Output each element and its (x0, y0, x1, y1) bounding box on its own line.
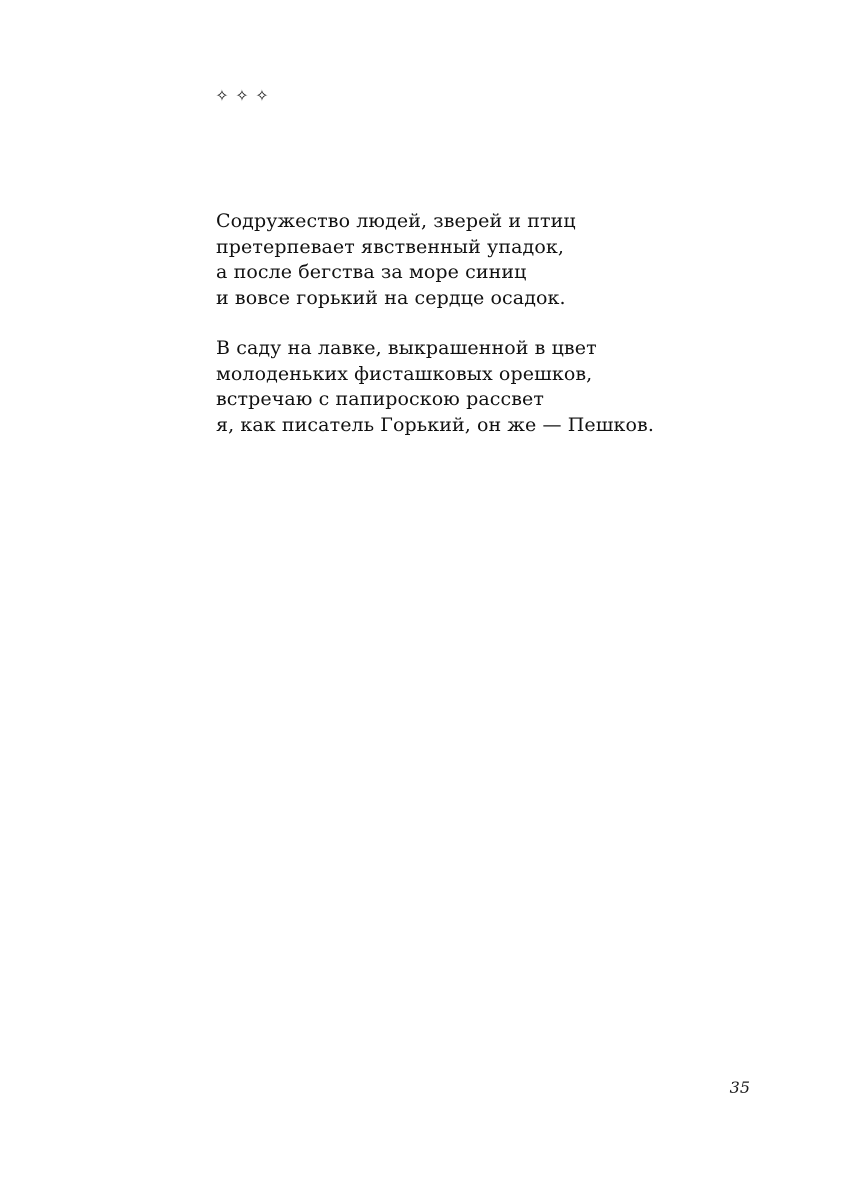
page-number: 35 (729, 1078, 750, 1097)
star-ornament-icon: ✧ (255, 86, 269, 105)
star-ornament-icon: ✧ (215, 86, 229, 105)
poem-line: встречаю с папироскою рассвет (216, 388, 544, 410)
poem-line: а после бегства за море синиц (216, 261, 527, 283)
poem-line: молоденьких фисташковых орешков, (216, 362, 593, 385)
section-ornament (215, 86, 269, 106)
poem-stanza-2 (216, 336, 776, 438)
poem-line: претерпевает явственный упадок, (216, 235, 564, 258)
poem-line: я, как писатель Горький, он же — Пешков. (216, 413, 654, 436)
poem-stanza-1 (216, 209, 776, 311)
star-ornament-icon: ✧ (235, 86, 249, 105)
poem-body (216, 209, 776, 463)
poem-line: В саду на лавке, выкрашенной в цвет (216, 337, 597, 359)
poem-line: Содружество людей, зверей и птиц (216, 210, 576, 232)
poem-line: и вовсе горький на сердце осадок. (216, 286, 566, 309)
